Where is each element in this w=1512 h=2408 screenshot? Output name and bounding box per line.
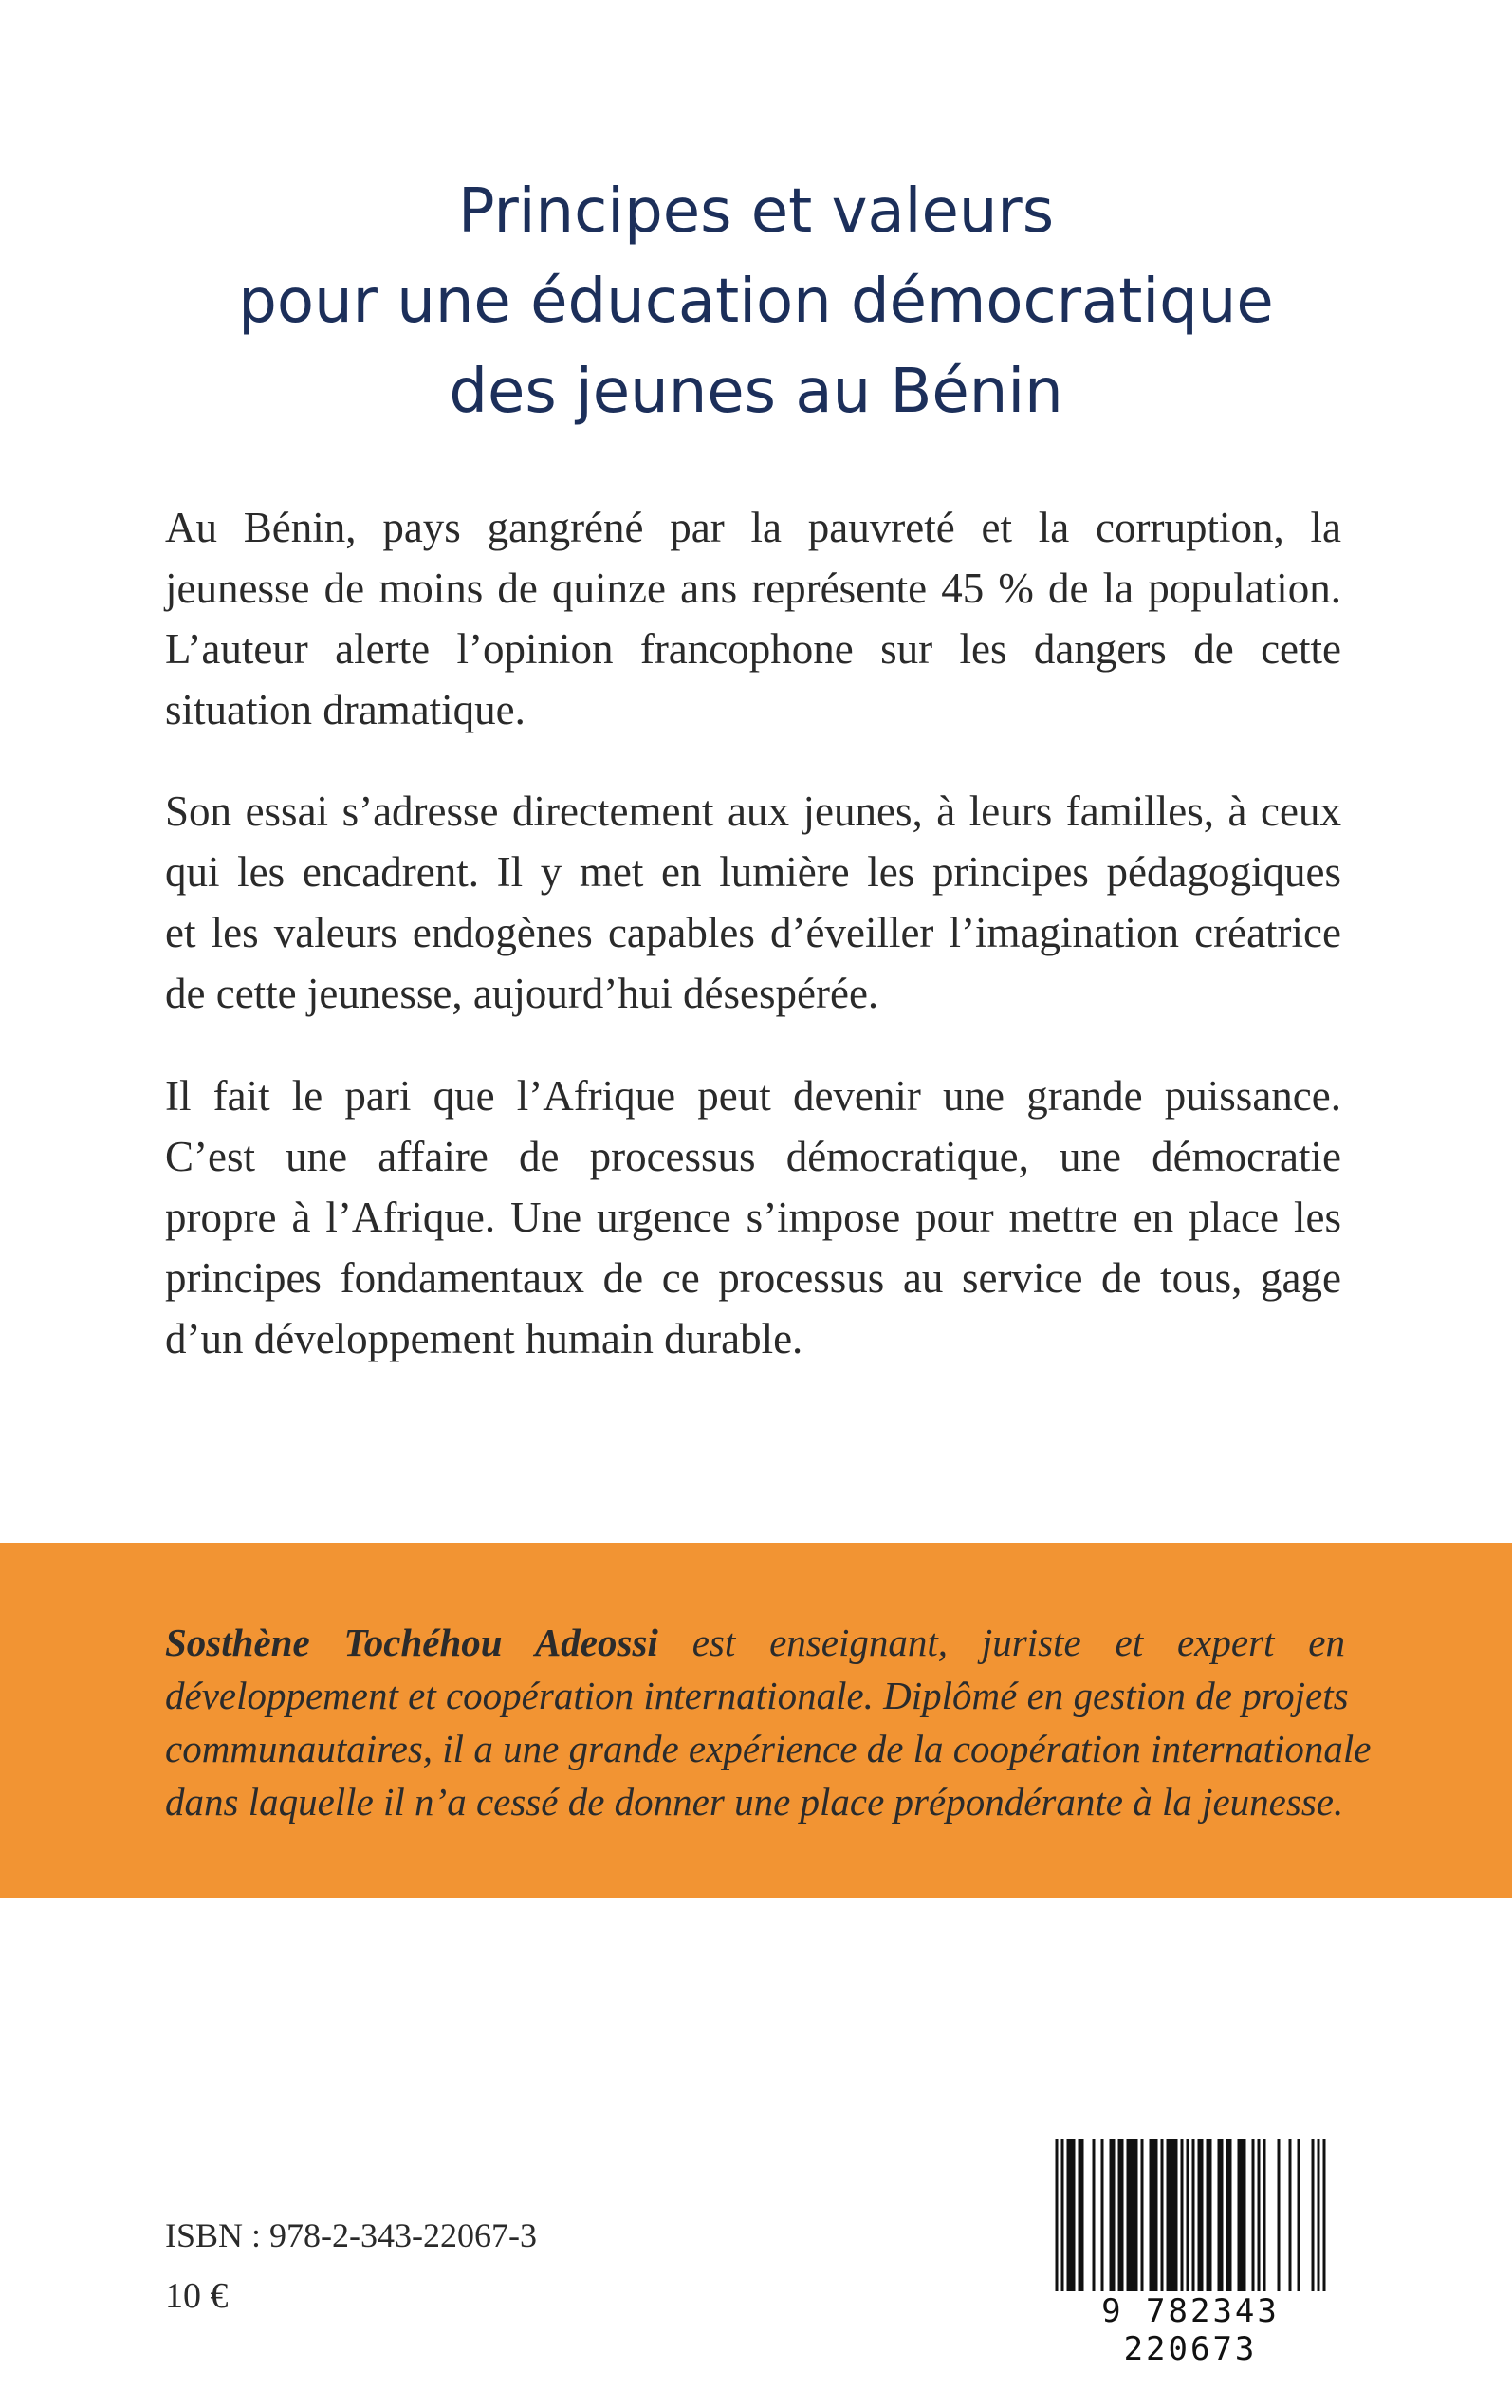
barcode-bar (1298, 2139, 1300, 2291)
barcode-bars (1034, 2139, 1347, 2291)
barcode-bar (1278, 2139, 1281, 2291)
blurb-line: situation dramatique. (165, 686, 526, 733)
barcode-bar (1067, 2139, 1070, 2291)
barcode-bar (1238, 2139, 1241, 2291)
barcode-bar (1130, 2139, 1133, 2291)
blurb-line: L’auteur alerte l’opinion francophone sur les dangers de cette (165, 625, 1341, 673)
blurb-line: qui les encadrent. Il y met en lumière les principes pédagogiques (165, 848, 1341, 896)
barcode-bar (1289, 2139, 1292, 2291)
barcode-bar (1127, 2139, 1130, 2291)
barcode-bar (1218, 2139, 1221, 2291)
blurb-line: de cette jeunesse, aujourd’hui désespérée. (165, 970, 879, 1017)
blurb-paragraph-1 (165, 497, 1341, 740)
barcode-digits: 9 782343 220673 (1034, 2292, 1347, 2368)
barcode-bar (1070, 2139, 1073, 2291)
barcode-bar (1155, 2139, 1158, 2291)
barcode-bar (1073, 2139, 1076, 2291)
blurb-line: C’est une affaire de processus démocratique, une démocratie (165, 1133, 1341, 1180)
barcode-bar (1323, 2139, 1326, 2291)
blurb-paragraph-2 (165, 781, 1341, 1024)
barcode-bar (1181, 2139, 1184, 2291)
blurb-line: d’un développement humain durable. (165, 1315, 803, 1362)
barcode-bar (1209, 2139, 1212, 2291)
blurb-line: et les valeurs endogènes capables d’éveiller l’imagination créatrice (165, 909, 1341, 956)
barcode-bar (1101, 2139, 1104, 2291)
price-label: 10 € (165, 2276, 229, 2316)
barcode-bar (1221, 2139, 1224, 2291)
barcode-bar (1141, 2139, 1144, 2291)
barcode-bar (1118, 2139, 1121, 2291)
bio-line-1 (165, 1616, 1345, 1669)
book-title (0, 167, 1512, 437)
barcode-bar (1244, 2139, 1246, 2291)
blurb-paragraph-3 (165, 1065, 1341, 1369)
bio-line-3: communautaires, il a une grande expérience de la coopération internationale (165, 1727, 1372, 1770)
barcode-bar (1312, 2139, 1315, 2291)
blurb-line: Son essai s’adresse directement aux jeunes, à leurs familles, à ceux (165, 787, 1341, 835)
title-line-1: Principes et valeurs (457, 176, 1055, 247)
barcode-bar (1110, 2139, 1113, 2291)
barcode-bar (1226, 2139, 1229, 2291)
barcode-bar (1167, 2139, 1170, 2291)
bio-line-1-text: est enseignant, juriste et expert en (657, 1621, 1345, 1664)
barcode-bar (1061, 2139, 1064, 2291)
barcode-bar (1192, 2139, 1195, 2291)
barcode-bar (1121, 2139, 1124, 2291)
barcode-bar (1207, 2139, 1209, 2291)
barcode-bar (1135, 2139, 1138, 2291)
barcode-bar (1079, 2139, 1081, 2291)
barcode-bar (1150, 2139, 1152, 2291)
author-name: Sosthène Tochéhou Adeossi (165, 1621, 658, 1664)
barcode-bar (1241, 2139, 1244, 2291)
barcode-bar (1056, 2139, 1059, 2291)
barcode-bar (1152, 2139, 1155, 2291)
barcode-bar (1258, 2139, 1261, 2291)
blurb-line: propre à l’Afrique. Une urgence s’impose pour mettre en place les (165, 1194, 1341, 1241)
author-bio (165, 1616, 1372, 1828)
barcode-bar (1201, 2139, 1204, 2291)
bio-line-4: dans laquelle il n’a cessé de donner une place prépondérante à la jeunesse. (165, 1780, 1344, 1824)
barcode-bar (1318, 2139, 1320, 2291)
barcode-bar (1093, 2139, 1096, 2291)
barcode-bar (1229, 2139, 1232, 2291)
barcode-bar (1161, 2139, 1164, 2291)
blurb-line: Au Bénin, pays gangréné par la pauvreté et la corruption, la (165, 504, 1341, 551)
barcode-bar (1198, 2139, 1201, 2291)
barcode-bar (1252, 2139, 1255, 2291)
blurb-line: Il fait le pari que l’Afrique peut devenir une grande puissance. (165, 1072, 1341, 1120)
barcode-bar (1172, 2139, 1175, 2291)
barcode-bar (1175, 2139, 1178, 2291)
barcode-bar (1187, 2139, 1189, 2291)
barcode-bar (1081, 2139, 1084, 2291)
barcode-bar (1170, 2139, 1172, 2291)
bio-line-2: développement et coopération internationale. Diplômé en gestion de projets (165, 1674, 1349, 1717)
barcode-bar (1113, 2139, 1116, 2291)
barcode-bar (1133, 2139, 1135, 2291)
title-line-2: pour une éducation démocratique (238, 266, 1274, 337)
title-line-3: des jeunes au Bénin (449, 356, 1063, 427)
barcode-bar (1263, 2139, 1266, 2291)
isbn-label: ISBN : 978-2-343-22067-3 (165, 2216, 537, 2254)
blurb-line: jeunesse de moins de quinze ans représente 45 % de la population. (165, 565, 1341, 612)
blurb-line: principes fondamentaux de ce processus au service de tous, gage (165, 1254, 1341, 1302)
